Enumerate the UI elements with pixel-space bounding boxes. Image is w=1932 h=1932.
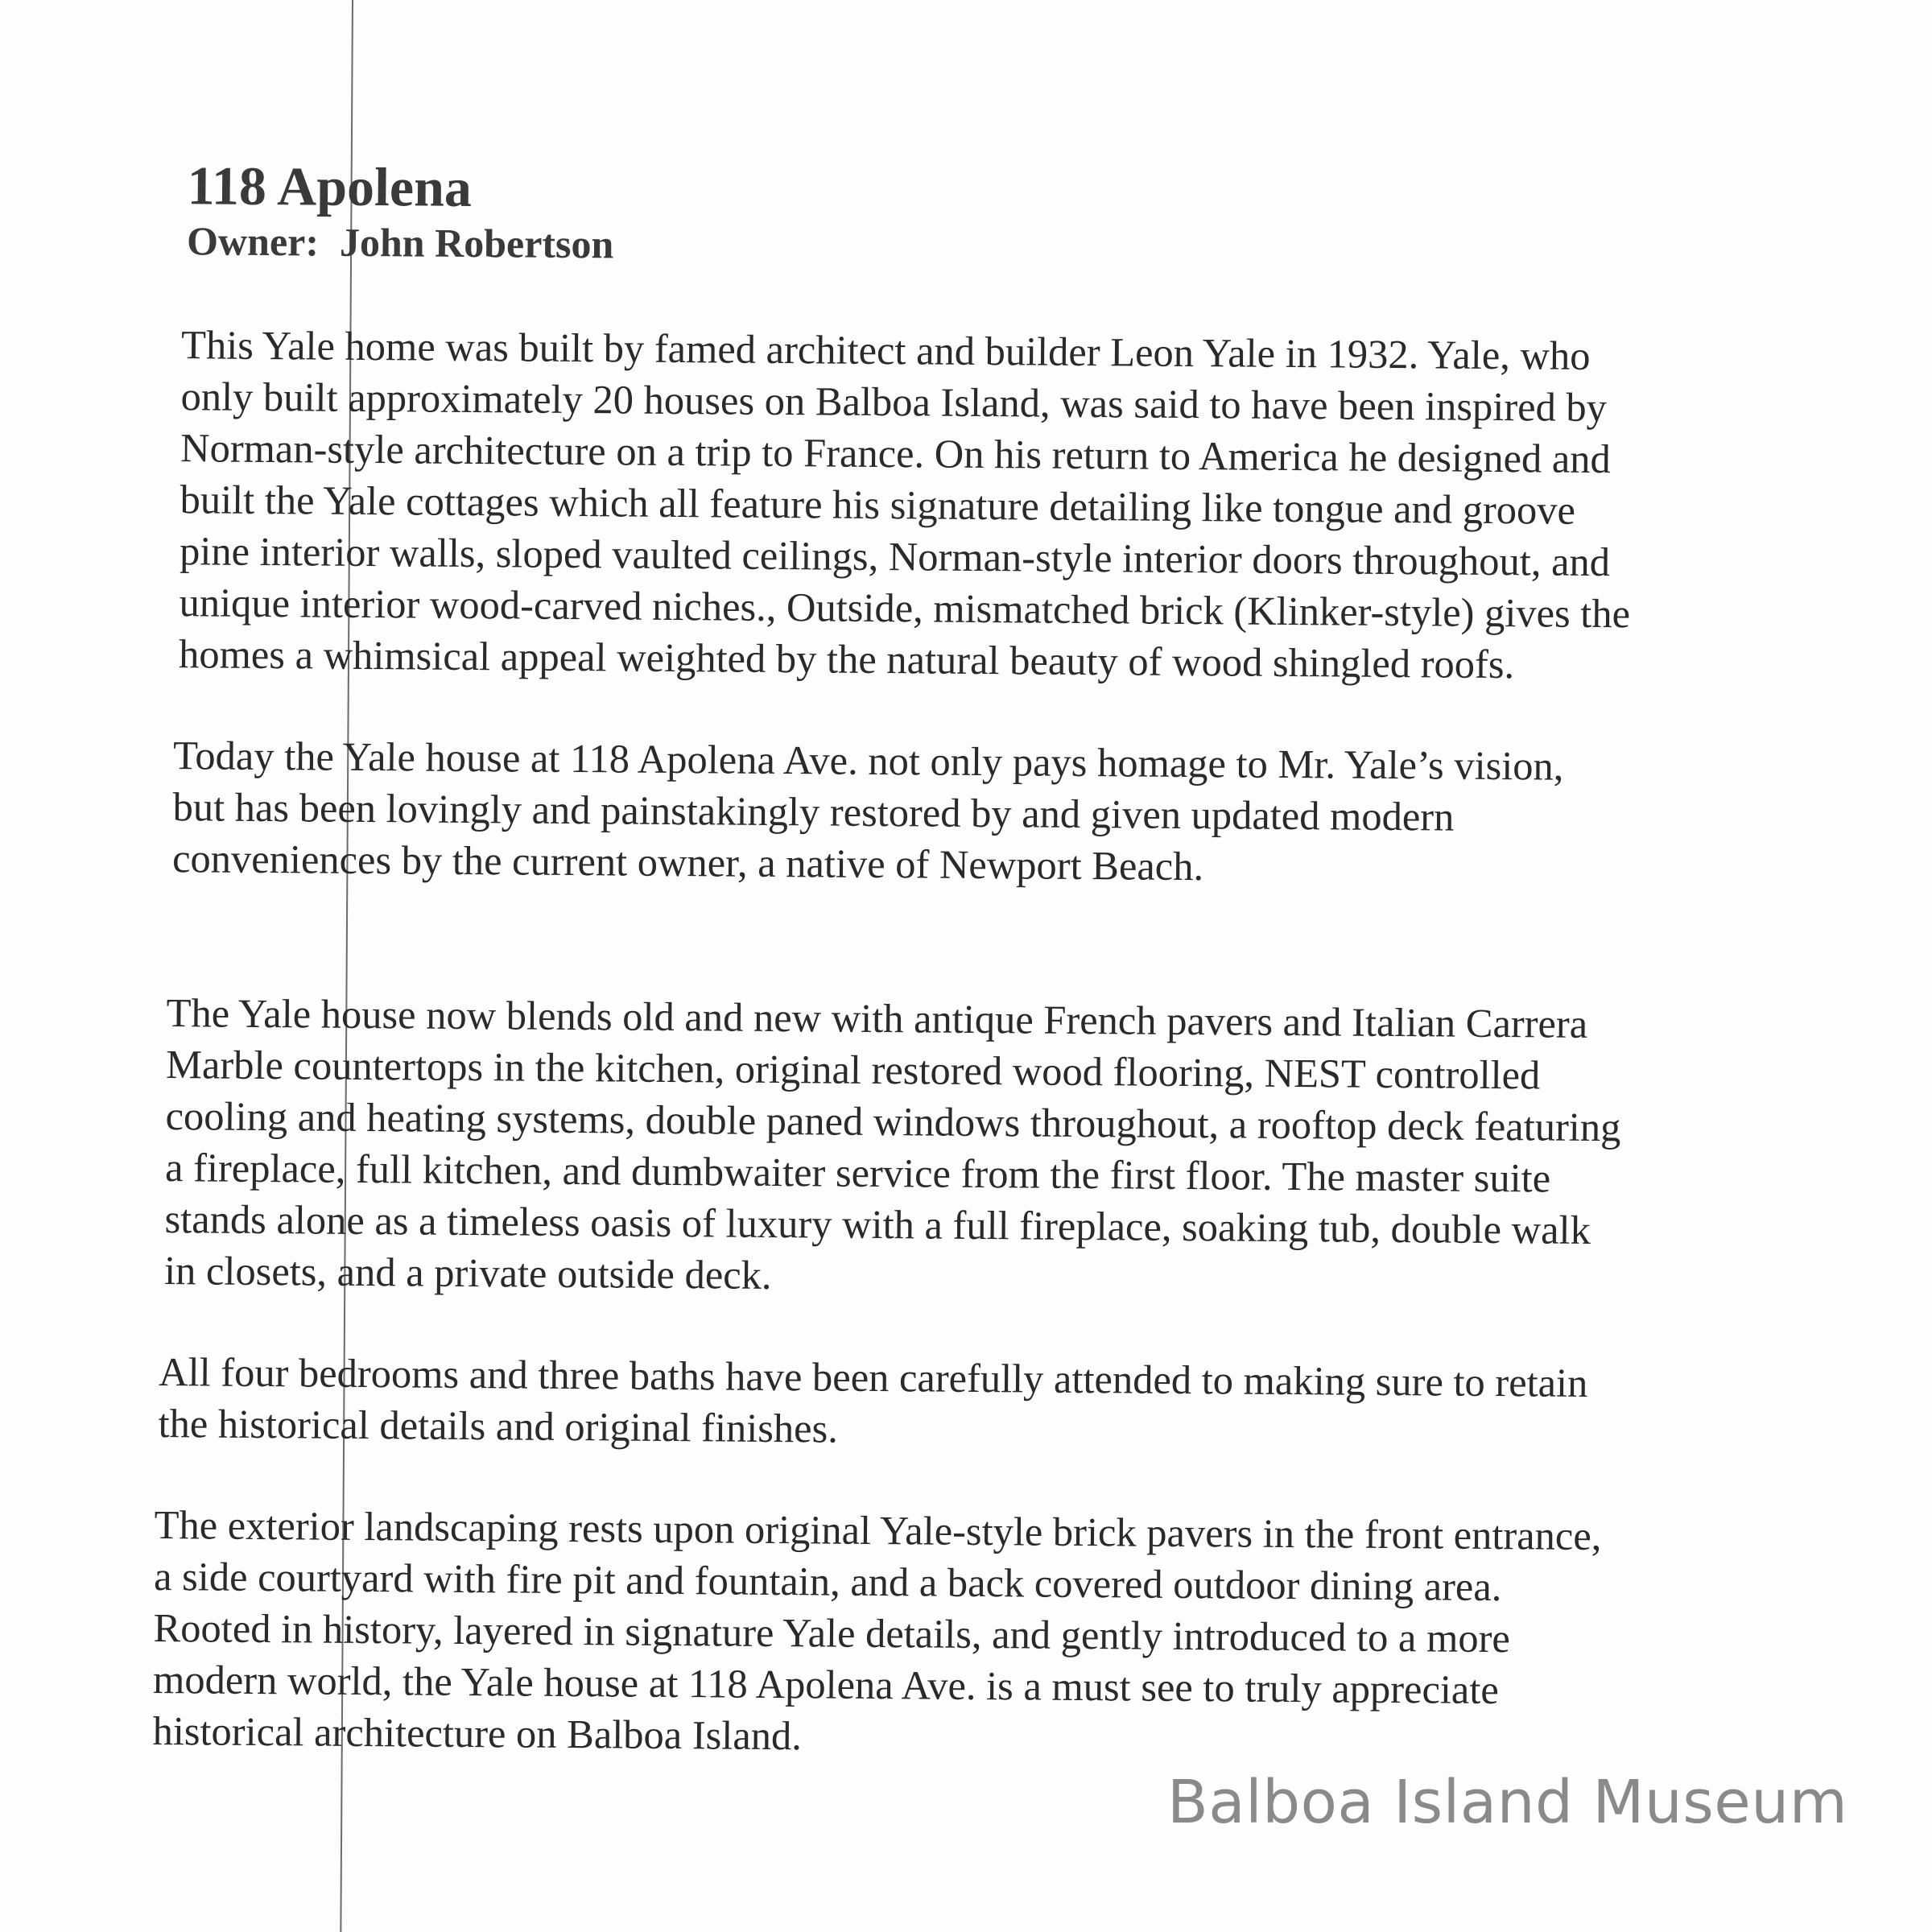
owner-label: Owner: [186,218,320,265]
museum-watermark: Balboa Island Museum [1167,1768,1848,1837]
text-line: All four bedrooms and three baths have been carefully attended to making sure to retain [158,1348,1588,1406]
text-line: only built approximately 20 houses on Balboa Island, was said to have been inspired by [180,374,1608,431]
text-line: the historical details and original finishes. [158,1400,839,1451]
text-line: a fireplace, full kitchen, and dumbwaiter service from the first floor. The master suite [164,1145,1551,1201]
text-line: Norman-style architecture on a trip to France. On his return to America he designed and [180,425,1612,482]
text-line: The exterior landscaping rests upon original Yale-style brick pavers in the front entrance, [154,1501,1602,1559]
text-line: modern world, the Yale house at 118 Apolena Ave. is a must see to truly appreciate [152,1656,1500,1713]
text-line: Today the Yale house at 118 Apolena Ave. not only pays homage to Mr. Yale’s vision, [172,733,1564,789]
paragraph-exterior [152,1499,1812,1769]
text-line: homes a whimsical appeal weighted by the natural beauty of wood shingled roofs. [178,631,1515,687]
text-line: built the Yale cottages which all feature his signature detailing like tongue and groove [180,477,1576,533]
text-line: cooling and heating systems, double paned windows throughout, a rooftop deck featuring [165,1093,1621,1150]
text-line: Rooted in history, layered in signature Yale details, and gently introduced to a more [153,1604,1511,1662]
text-line: a side courtyard with fire pit and fountain, and a back covered outdoor dining area. [153,1553,1502,1610]
text-line: This Yale home was built by famed architect and builder Leon Yale in 1932. Yale, who [180,322,1591,378]
text-line: pine interior walls, sloped vaulted ceilings, Norman-style interior doors throughout, and [179,528,1611,585]
paragraph-features [164,987,1817,1309]
owner-name: John Robertson [339,219,614,267]
paragraph-history [179,319,1822,692]
text-line: in closets, and a private outside deck. [163,1248,772,1298]
text-line: stands alone as a timeless oasis of luxury with a full fireplace, soaking tub, double walk [164,1196,1591,1253]
paragraph-today [172,729,1818,897]
page-title: 118 Apolena [187,155,473,218]
text-line: conveniences by the current owner, a native of Newport Beach. [171,836,1204,890]
paragraph-bedrooms [158,1346,1814,1462]
document-body [152,153,1823,1769]
text-line: historical architecture on Balboa Island. [152,1707,803,1759]
text-line: but has been lovingly and painstakingly restored by and given updated modern [172,784,1455,840]
text-line: unique interior wood-carved niches., Outside, mismatched brick (Klinker-style) gives the [179,580,1631,637]
text-line: The Yale house now blends old and new with antique French pavers and Italian Carrera [166,990,1588,1046]
text-line: Marble countertops in the kitchen, original restored wood flooring, NEST controlled [165,1042,1541,1098]
